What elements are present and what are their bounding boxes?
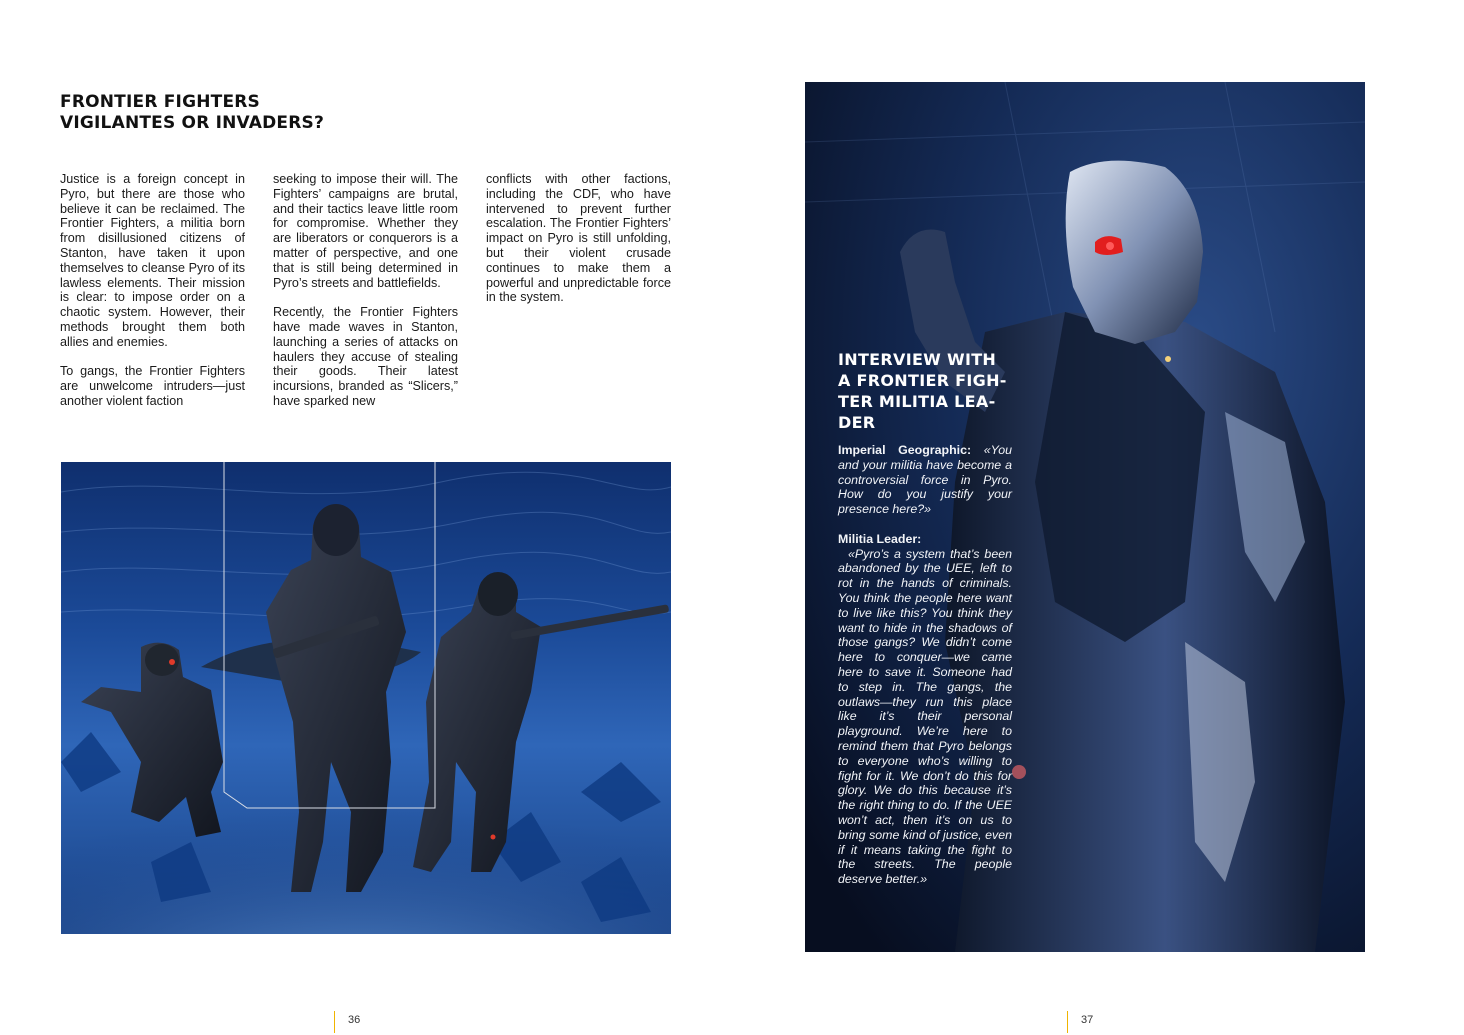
interview-title-line: INTERVIEW WITH — [838, 350, 997, 369]
interview-question — [838, 443, 1012, 517]
interview-body — [838, 443, 1012, 887]
page-number: 37 — [1067, 1011, 1093, 1033]
question-text: «You and your militia have become a controversial force in Pyro. How do you justify your presence here?» — [838, 443, 1012, 517]
paragraph: Justice is a foreign concept in Pyro, but there are those who believe it can be reclaimed. The Frontier Fighters, a militia born from disillusioned citizens of Stanton, have taken it upon themselves to cleanse Pyro of its lawless elements. Their mission is clear: to impose order on a chaotic system. However, their methods brought them both allies and enemies. — [60, 172, 245, 349]
interview-title-line: TER MILITIA LEA- — [838, 392, 996, 411]
interview-answer — [838, 532, 1012, 887]
soldiers-photo — [61, 462, 671, 934]
text-column-1 — [60, 172, 245, 424]
answer-speaker: Militia Leader: — [838, 531, 922, 546]
page-number: 36 — [334, 1011, 360, 1033]
question-speaker: Imperial Geographic: — [838, 443, 972, 457]
article-title — [60, 92, 324, 134]
interview-title-line: DER — [838, 413, 876, 432]
interview-title — [838, 349, 1012, 433]
text-column-3 — [486, 172, 671, 320]
paragraph: conflicts with other factions, including the CDF, who have intervened to prevent further escalation. The Frontier Fighters’ impact on Pyro is still unfolding, but their violent crusade continues to make them a powerful and unpredictable force in the system. — [486, 172, 671, 305]
interview-box — [838, 349, 1012, 887]
paragraph: To gangs, the Frontier Fighters are unwelcome intruders—just another violent faction — [60, 364, 245, 408]
interview-title-line: A FRONTIER FIGH- — [838, 371, 1007, 390]
text-column-2 — [273, 172, 458, 424]
paragraph: seeking to impose their will. The Fighters’ campaigns are brutal, and their tactics leave little room for compromise. Whether they are liberators or conquerors is a matter of perspective, and one that is still being determined in Pyro’s streets and battlefields. — [273, 172, 458, 290]
answer-text: «Pyro’s a system that’s been abandoned by the UEE, left to rot in the hands of criminals. You think the people here want to live like this? You think they want to hide in the shadows of those gangs? We didn’t come here to conquer—we came here to save it. Someone had to step in. The gangs, the outlaws—they run this place like it’s their personal playground. We’re here to remind them that Pyro belongs to everyone who’s willing to fight for it. We don’t do this for glory. We do this because it’s the right thing to do. If the UEE won’t act, then it’s on us to bring some kind of justice, even if it means taking the fight to the streets. The people deserve better.» — [838, 546, 1012, 887]
article-title-line-2: VIGILANTES OR INVADERS? — [60, 113, 325, 133]
article-title-line-1: FRONTIER FIGHTERS — [60, 92, 260, 112]
right-page — [732, 0, 1464, 1035]
paragraph: Recently, the Frontier Fighters have made waves in Stanton, launching a series of attacks on haulers they accuse of stealing their goods. Their latest incursions, branded as “Slicers,” have sparked new — [273, 305, 458, 408]
